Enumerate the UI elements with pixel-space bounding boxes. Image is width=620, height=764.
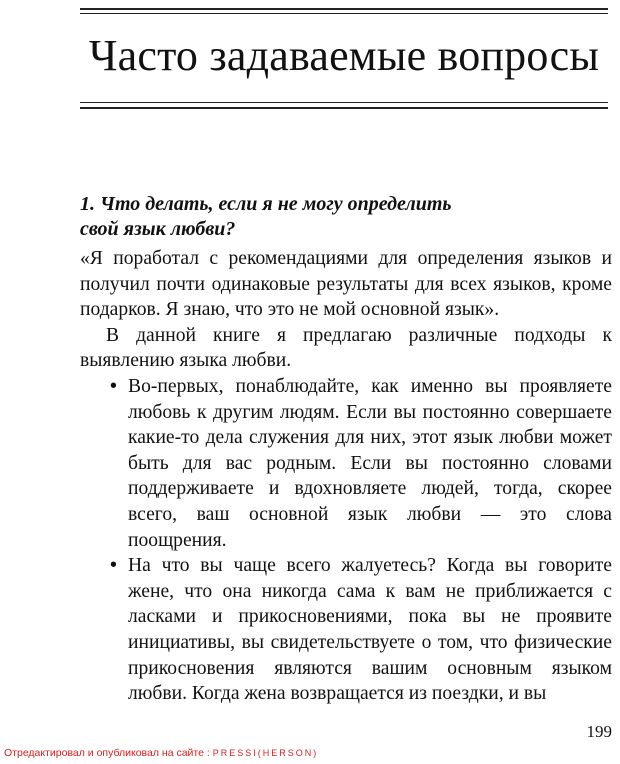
bullet-text-1: Во-первых, понаблюдайте, как именно вы проявляете любовь к другим людям. Если вы постоянно совершаете какие-то дела служения для них, этот язык любви может быть для вас родным. Если вы постоянно словами поддерживаете и вдохновляете людей, тогда, скорее всего, ваш основной язык любви — это слова поощрения. — [128, 375, 612, 551]
bullet-list — [80, 374, 612, 707]
question-heading-line-2: свой язык любви? — [80, 218, 236, 240]
question-heading — [80, 192, 608, 242]
footer-credit-text: Отредактировал и опубликовал на сайте : — [4, 747, 213, 759]
chapter-title: Часто задаваемые вопросы — [88, 31, 600, 80]
bullet-item-2 — [80, 553, 612, 707]
bullet-icon: • — [110, 375, 117, 397]
title-rule-2 — [80, 107, 608, 109]
top-rule-2 — [80, 13, 608, 14]
question-heading-line-1: 1. Что делать, если я не могу определить — [80, 193, 452, 215]
footer-credit — [4, 747, 318, 759]
bullet-icon: • — [110, 555, 117, 577]
title-rule-1 — [80, 102, 608, 103]
intro-paragraph: В данной книге я предлагаю различные подходы к выявлению языка любви. — [80, 324, 612, 372]
body-text — [80, 246, 612, 707]
page-number: 199 — [586, 722, 612, 741]
bullet-item-1 — [80, 374, 612, 553]
quote-paragraph: «Я поработал с рекомендациями для определения языков и получил почти одинаковые результаты для всех языков, кроме подарков. Я знаю, что это не мой основной язык». — [80, 248, 612, 321]
top-rule-1 — [80, 8, 608, 10]
bullet-text-2: На что вы чаще всего жалуетесь? Когда вы говорите жене, что она никогда сама к вам не приближается с ласками и прикосновениями, пока вы не проявите инициативы, вы свидетельствуете о том, что физические прикосновения являются вашим основным языком любви. Когда жена возвращается из поездки, и вы — [128, 555, 612, 705]
footer-site-link[interactable]: PRESSI(HERSON) — [212, 748, 319, 758]
